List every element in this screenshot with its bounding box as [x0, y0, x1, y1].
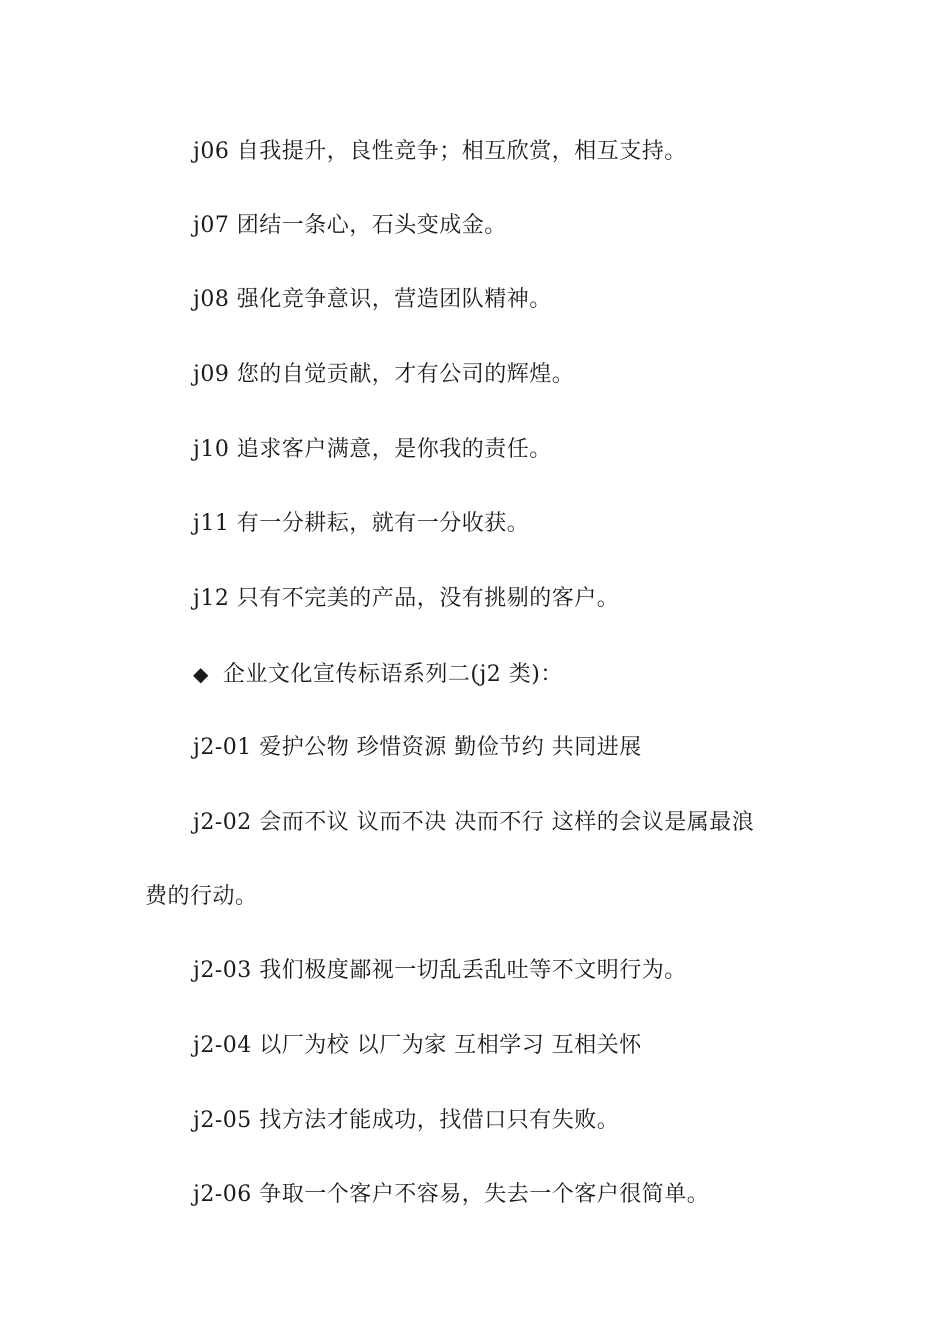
slogan-j07: j07 团结一条心，石头变成金。	[193, 213, 507, 238]
slogan-j08: j08 强化竞争意识，营造团队精神。	[193, 287, 552, 312]
slogan-j11: j11 有一分耕耘，就有一分收获。	[193, 511, 530, 536]
slogan-j2-01: j2-01 爱护公物 珍惜资源 勤俭节约 共同进展	[193, 735, 642, 760]
diamond-bullet-icon: ◆	[193, 662, 209, 686]
slogan-j09: j09 您的自觉贡献，才有公司的辉煌。	[193, 362, 575, 387]
slogan-j2-04: j2-04 以厂为校 以厂为家 互相学习 互相关怀	[193, 1033, 642, 1058]
slogan-j2-03: j2-03 我们极度鄙视一切乱丢乱吐等不文明行为。	[193, 958, 687, 983]
slogan-j06: j06 自我提升，良性竞争；相互欣赏，相互支持。	[193, 139, 687, 164]
section-heading	[0, 659, 950, 690]
slogan-j2-02: j2-02 会而不议 议而不决 决而不行 这样的会议是属最浪	[193, 810, 755, 835]
section-heading-text: 企业文化宣传标语系列二(j2 类)：	[222, 662, 563, 687]
slogan-j10: j10 追求客户满意，是你我的责任。	[193, 437, 552, 462]
slogan-j2-05: j2-05 找方法才能成功，找借口只有失败。	[193, 1108, 620, 1133]
slogan-j2-06: j2-06 争取一个客户不容易，失去一个客户很简单。	[193, 1182, 710, 1207]
slogan-j12: j12 只有不完美的产品，没有挑剔的客户。	[193, 586, 620, 611]
slogan-j2-02-continuation: 费的行动。	[145, 884, 258, 909]
